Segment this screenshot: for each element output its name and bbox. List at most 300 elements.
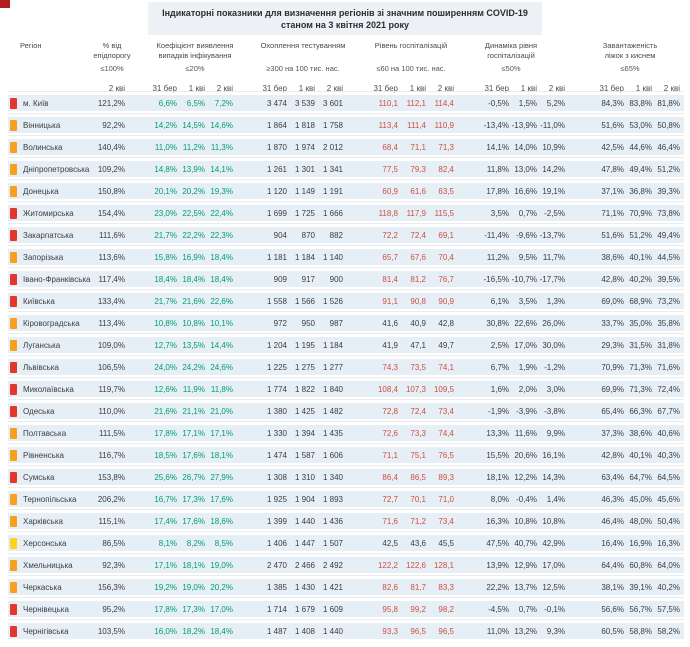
oxygen-bed-load-value: 46,4% <box>657 142 680 152</box>
region-name: Дніпропетровська <box>23 164 90 174</box>
detection-coef-value: 22,6% <box>210 296 233 306</box>
oxygen-bed-load-value: 46,3% <box>601 494 624 504</box>
hospitalization-level-value: 63,5 <box>438 186 454 196</box>
testing-coverage-value: 1 925 <box>266 494 287 504</box>
oxygen-bed-load-value: 35,8% <box>657 318 680 328</box>
testing-coverage-value: 1 818 <box>294 120 315 130</box>
detection-coef-value: 7,2% <box>214 98 233 108</box>
table-row <box>8 117 684 133</box>
hospitalization-level-value: 115,5 <box>434 208 454 218</box>
detection-coef-value: 27,9% <box>210 472 233 482</box>
hospitalization-dynamics-value: -13,7% <box>539 230 565 240</box>
hospitalization-dynamics-value: 11,8% <box>486 164 509 174</box>
detection-coef-value: 22,4% <box>210 208 233 218</box>
column-threshold: ≤20% <box>185 64 205 73</box>
red-status-square-icon <box>10 384 17 395</box>
epid-threshold-value: 150,8% <box>97 186 125 196</box>
hospitalization-dynamics-value: -3,9% <box>516 406 537 416</box>
detection-coef-value: 21,7% <box>154 296 177 306</box>
oxygen-bed-load-value: 40,1% <box>629 252 652 262</box>
testing-coverage-value: 1 725 <box>294 208 315 218</box>
table-row <box>8 513 684 529</box>
oxygen-bed-load-value: 31,8% <box>657 340 680 350</box>
testing-coverage-value: 1 261 <box>266 164 287 174</box>
detection-coef-value: 6,6% <box>158 98 177 108</box>
date-label: 2 кві <box>216 84 233 93</box>
region-name: Харківська <box>23 516 63 526</box>
epid-threshold-value: 109,2% <box>97 164 125 174</box>
epid-threshold-value: 117,4% <box>98 274 125 284</box>
detection-coef-value: 18,4% <box>154 274 177 284</box>
column-header-testing-coverage <box>243 41 363 73</box>
detection-coef-value: 26,7% <box>182 472 205 482</box>
hospitalization-dynamics-value: 40,7% <box>514 538 537 548</box>
testing-coverage-value: 1 893 <box>322 494 343 504</box>
red-status-square-icon <box>10 362 17 373</box>
oxygen-bed-load-value: 73,2% <box>657 296 680 306</box>
hospitalization-level-value: 45,5 <box>438 538 454 548</box>
detection-coef-value: 21,0% <box>210 406 233 416</box>
hospitalization-dynamics-value: 10,9% <box>542 142 565 152</box>
detection-coef-value: 17,8% <box>154 604 177 614</box>
hospitalization-dynamics-value: 16,6% <box>514 186 537 196</box>
hospitalization-level-value: 71,6 <box>382 516 398 526</box>
hospitalization-level-value: 89,3 <box>438 472 454 482</box>
table-row <box>8 579 684 595</box>
testing-coverage-value: 1 181 <box>266 252 287 262</box>
hospitalization-level-value: 77,5 <box>382 164 398 174</box>
hospitalization-level-value: 96,5 <box>410 626 426 636</box>
testing-coverage-value: 1 447 <box>294 538 315 548</box>
hospitalization-level-value: 81,2 <box>410 274 426 284</box>
hospitalization-dynamics-value: -2,5% <box>544 208 565 218</box>
testing-coverage-value: 1 341 <box>322 164 343 174</box>
hospitalization-level-value: 71,0 <box>438 494 454 504</box>
testing-coverage-value: 1 310 <box>294 472 315 482</box>
hospitalization-dynamics-value: 42,9% <box>542 538 565 548</box>
testing-coverage-value: 1 425 <box>294 406 315 416</box>
hospitalization-dynamics-value: 11,7% <box>542 252 565 262</box>
oxygen-bed-load-value: 71,3% <box>629 362 652 372</box>
date-label: 31 бер <box>373 84 398 93</box>
hospitalization-dynamics-value: 16,3% <box>486 516 509 526</box>
hospitalization-level-value: 98,2 <box>438 604 454 614</box>
hospitalization-level-value: 111,4 <box>407 120 426 130</box>
oxygen-bed-load-value: 47,8% <box>601 164 624 174</box>
orange-status-square-icon <box>10 494 17 505</box>
column-label: епідпорогу <box>93 50 131 60</box>
testing-coverage-value: 1 870 <box>266 142 287 152</box>
hospitalization-level-value: 91,1 <box>382 296 398 306</box>
hospitalization-dynamics-value: 13,3% <box>486 428 509 438</box>
column-label: Коефіцієнт виявлення <box>156 41 234 50</box>
date-label: 2 кві <box>548 84 565 93</box>
epid-threshold-value: 86,5% <box>102 538 125 548</box>
region-name: Чернігівська <box>23 626 69 636</box>
table-header <box>0 41 690 87</box>
hospitalization-level-value: 74,4 <box>438 428 454 438</box>
oxygen-bed-load-value: 72,4% <box>657 384 680 394</box>
hospitalization-level-value: 72,7 <box>382 494 398 504</box>
hospitalization-dynamics-value: 0,7% <box>518 604 537 614</box>
oxygen-bed-load-value: 64,7% <box>629 472 652 482</box>
oxygen-bed-load-value: 63,4% <box>601 472 624 482</box>
oxygen-bed-load-value: 31,5% <box>629 340 652 350</box>
oxygen-bed-load-value: 42,8% <box>601 274 624 284</box>
detection-coef-value: 12,6% <box>154 384 177 394</box>
oxygen-bed-load-value: 40,2% <box>657 582 680 592</box>
testing-coverage-value: 1 184 <box>322 340 343 350</box>
oxygen-bed-load-value: 60,8% <box>629 560 652 570</box>
hospitalization-dynamics-value: 1,4% <box>546 494 565 504</box>
hospitalization-level-value: 117,9 <box>406 208 426 218</box>
hospitalization-dynamics-value: 8,0% <box>490 494 509 504</box>
hospitalization-dynamics-value: -1,2% <box>544 362 565 372</box>
hospitalization-dynamics-value: 13,9% <box>486 560 509 570</box>
oxygen-bed-load-value: 40,6% <box>657 428 680 438</box>
oxygen-bed-load-value: 71,1% <box>601 208 624 218</box>
detection-coef-value: 17,0% <box>210 604 233 614</box>
red-status-square-icon <box>10 604 17 615</box>
detection-coef-value: 22,2% <box>182 230 205 240</box>
oxygen-bed-load-value: 42,5% <box>601 142 624 152</box>
hospitalization-dynamics-value: 20,6% <box>514 450 537 460</box>
region-name: Львівська <box>23 362 59 372</box>
detection-coef-value: 10,8% <box>182 318 205 328</box>
hospitalization-dynamics-value: 14,2% <box>542 164 565 174</box>
testing-coverage-value: 1 204 <box>266 340 287 350</box>
date-label: 1 кві <box>520 84 537 93</box>
testing-coverage-value: 1 436 <box>322 516 343 526</box>
table-row <box>8 205 684 221</box>
hospitalization-dynamics-value: -0,4% <box>516 494 537 504</box>
table-row <box>8 623 684 639</box>
hospitalization-level-value: 86,4 <box>382 472 398 482</box>
oxygen-bed-load-value: 70,9% <box>629 208 652 218</box>
hospitalization-level-value: 73,4 <box>438 516 454 526</box>
orange-status-square-icon <box>10 340 17 351</box>
oxygen-bed-load-value: 40,1% <box>629 450 652 460</box>
hospitalization-level-value: 68,4 <box>382 142 398 152</box>
testing-coverage-value: 1 840 <box>322 384 343 394</box>
red-status-square-icon <box>10 406 17 417</box>
date-label: 2 кві <box>326 84 343 93</box>
detection-coef-value: 11,3% <box>210 142 233 152</box>
oxygen-bed-load-value: 51,6% <box>601 230 624 240</box>
column-label: Охоплення тестуванням <box>260 41 346 50</box>
hospitalization-level-value: 113,4 <box>378 120 398 130</box>
epid-threshold-value: 133,4% <box>97 296 125 306</box>
epid-threshold-value: 115,1% <box>98 516 125 526</box>
detection-coef-value: 19,0% <box>182 582 205 592</box>
oxygen-bed-load-value: 58,8% <box>629 626 652 636</box>
epid-threshold-value: 106,5% <box>97 362 125 372</box>
testing-coverage-value: 1 435 <box>322 428 343 438</box>
oxygen-bed-load-value: 38,6% <box>629 428 652 438</box>
detection-coef-value: 18,4% <box>210 626 233 636</box>
red-status-square-icon <box>10 230 17 241</box>
column-threshold: ≤100% <box>100 64 124 73</box>
detection-coef-value: 17,6% <box>182 516 205 526</box>
hospitalization-dynamics-value: 13,0% <box>514 164 537 174</box>
hospitalization-dynamics-value: 14,3% <box>542 472 565 482</box>
hospitalization-level-value: 93,3 <box>382 626 398 636</box>
table-row <box>8 425 684 441</box>
detection-coef-value: 14,6% <box>210 120 233 130</box>
testing-coverage-value: 1 679 <box>294 604 315 614</box>
region-name: Черкаська <box>23 582 62 592</box>
detection-coef-value: 17,1% <box>154 560 177 570</box>
hospitalization-dynamics-value: 14,0% <box>514 142 537 152</box>
hospitalization-level-value: 42,8 <box>438 318 454 328</box>
hospitalization-level-value: 122,6 <box>405 560 426 570</box>
hospitalization-dynamics-value: 3,0% <box>546 384 565 394</box>
orange-status-square-icon <box>10 252 17 263</box>
oxygen-bed-load-value: 16,3% <box>657 538 680 548</box>
testing-coverage-value: 2 012 <box>322 142 343 152</box>
date-label: 1 кві <box>635 84 652 93</box>
hospitalization-dynamics-value: 22,6% <box>514 318 537 328</box>
red-status-square-icon <box>10 274 17 285</box>
hospitalization-dynamics-value: 9,9% <box>546 428 565 438</box>
column-label: госпіталізацій <box>487 50 535 60</box>
orange-status-square-icon <box>10 560 17 571</box>
testing-coverage-value: 1 714 <box>266 604 287 614</box>
hospitalization-level-value: 99,2 <box>410 604 426 614</box>
table-row <box>8 271 684 287</box>
hospitalization-level-value: 79,3 <box>410 164 426 174</box>
detection-coef-value: 10,1% <box>210 318 233 328</box>
region-name: Закарпатська <box>23 230 74 240</box>
oxygen-bed-load-value: 48,0% <box>629 516 652 526</box>
hospitalization-dynamics-value: 9,5% <box>518 252 537 262</box>
testing-coverage-value: 1 666 <box>322 208 343 218</box>
oxygen-bed-load-value: 39,5% <box>657 274 680 284</box>
detection-coef-value: 18,1% <box>210 450 233 460</box>
detection-coef-value: 22,5% <box>182 208 205 218</box>
hospitalization-level-value: 118,8 <box>378 208 398 218</box>
region-name: Донецька <box>23 186 59 196</box>
oxygen-bed-load-value: 45,6% <box>657 494 680 504</box>
testing-coverage-value: 1 487 <box>266 626 287 636</box>
column-label: Завантаженість <box>602 41 658 50</box>
column-threshold: ≤50% <box>501 64 521 73</box>
hospitalization-level-value: 74,3 <box>382 362 398 372</box>
oxygen-bed-load-value: 56,6% <box>601 604 624 614</box>
column-label: Рівень госпіталізацій <box>374 41 448 50</box>
hospitalization-level-value: 43,6 <box>410 538 426 548</box>
testing-coverage-value: 1 440 <box>322 626 343 636</box>
oxygen-bed-load-value: 16,9% <box>629 538 652 548</box>
testing-coverage-value: 1 774 <box>266 384 287 394</box>
hospitalization-dynamics-value: -11,4% <box>484 230 509 240</box>
red-status-square-icon <box>10 472 17 483</box>
hospitalization-level-value: 82,4 <box>438 164 454 174</box>
column-threshold: ≥300 на 100 тис. нас. <box>266 64 340 73</box>
epid-threshold-value: 110,0% <box>98 406 125 416</box>
detection-coef-value: 16,9% <box>182 252 205 262</box>
hospitalization-level-value: 74,1 <box>438 362 454 372</box>
region-name: Чернівецька <box>23 604 69 614</box>
table-row <box>8 491 684 507</box>
detection-coef-value: 17,1% <box>182 428 205 438</box>
detection-coef-value: 21,6% <box>182 296 205 306</box>
date-label: 2 кві <box>437 84 454 93</box>
epid-threshold-value: 154,4% <box>97 208 125 218</box>
hospitalization-level-value: 41,9 <box>382 340 398 350</box>
epid-threshold-value: 140,4% <box>97 142 125 152</box>
epid-threshold-value: 206,2% <box>97 494 125 504</box>
oxygen-bed-load-value: 69,0% <box>601 296 624 306</box>
column-header-oxygen-bed-load <box>570 41 690 73</box>
testing-coverage-value: 1 275 <box>294 362 315 372</box>
hospitalization-level-value: 76,5 <box>438 450 454 460</box>
testing-coverage-value: 1 699 <box>266 208 287 218</box>
hospitalization-dynamics-value: 19,1% <box>542 186 565 196</box>
testing-coverage-value: 1 474 <box>266 450 287 460</box>
hospitalization-level-value: 81,7 <box>410 582 426 592</box>
hospitalization-dynamics-value: -4,5% <box>488 604 509 614</box>
testing-coverage-value: 1 394 <box>294 428 315 438</box>
testing-coverage-value: 987 <box>329 318 343 328</box>
oxygen-bed-load-value: 57,5% <box>657 604 680 614</box>
orange-status-square-icon <box>10 582 17 593</box>
testing-coverage-value: 1 195 <box>294 340 315 350</box>
orange-status-square-icon <box>10 186 17 197</box>
hospitalization-level-value: 72,4 <box>410 406 426 416</box>
hospitalization-dynamics-value: 11,6% <box>514 428 537 438</box>
testing-coverage-value: 1 191 <box>322 186 343 196</box>
red-status-square-icon <box>10 626 17 637</box>
testing-coverage-value: 1 864 <box>266 120 287 130</box>
detection-coef-value: 18,4% <box>182 274 205 284</box>
epid-threshold-value: 95,2% <box>102 604 125 614</box>
orange-status-square-icon <box>10 142 17 153</box>
detection-coef-value: 14,1% <box>210 164 233 174</box>
hospitalization-dynamics-value: 10,8% <box>514 516 537 526</box>
oxygen-bed-load-value: 36,8% <box>629 186 652 196</box>
oxygen-bed-load-value: 33,7% <box>601 318 624 328</box>
oxygen-bed-load-value: 70,9% <box>601 362 624 372</box>
testing-coverage-value: 1 149 <box>294 186 315 196</box>
epid-threshold-value: 109,0% <box>97 340 125 350</box>
detection-coef-value: 17,3% <box>182 604 205 614</box>
hospitalization-dynamics-value: 1,6% <box>490 384 509 394</box>
hospitalization-level-value: 95,8 <box>382 604 398 614</box>
testing-coverage-value: 1 566 <box>294 296 315 306</box>
hospitalization-level-value: 110,1 <box>378 98 398 108</box>
testing-coverage-value: 972 <box>273 318 287 328</box>
hospitalization-level-value: 40,9 <box>410 318 426 328</box>
region-name: м. Київ <box>23 98 49 108</box>
oxygen-bed-load-value: 39,1% <box>629 582 652 592</box>
testing-coverage-value: 1 587 <box>294 450 315 460</box>
hospitalization-dynamics-value: -11,0% <box>540 120 565 130</box>
hospitalization-dynamics-value: 0,7% <box>518 208 537 218</box>
detection-coef-value: 18,6% <box>210 516 233 526</box>
detection-coef-value: 17,4% <box>154 516 177 526</box>
title-line-2: станом на 3 квітня 2021 року <box>281 20 409 30</box>
detection-coef-value: 19,2% <box>154 582 177 592</box>
oxygen-bed-load-value: 53,0% <box>629 120 652 130</box>
table-body <box>8 95 684 645</box>
hospitalization-level-value: 75,1 <box>410 450 426 460</box>
testing-coverage-value: 950 <box>301 318 315 328</box>
column-header-hospitalization-dynamics <box>451 41 571 73</box>
testing-coverage-value: 2 466 <box>294 560 315 570</box>
hospitalization-dynamics-value: 17,0% <box>514 340 537 350</box>
hospitalization-dynamics-value: 15,5% <box>486 450 509 460</box>
oxygen-bed-load-value: 40,2% <box>629 274 652 284</box>
table-row <box>8 249 684 265</box>
title-line-1: Індикаторні показники для визначення регіонів зі значним поширенням COVID-19 <box>162 8 528 18</box>
oxygen-bed-load-value: 60,5% <box>601 626 624 636</box>
red-status-square-icon <box>10 208 17 219</box>
testing-coverage-value: 1 406 <box>266 538 287 548</box>
hospitalization-dynamics-value: 10,8% <box>542 516 565 526</box>
testing-coverage-value: 1 526 <box>322 296 343 306</box>
red-status-square-icon <box>10 98 17 109</box>
hospitalization-dynamics-value: 12,9% <box>514 560 537 570</box>
hospitalization-dynamics-value: -9,6% <box>516 230 537 240</box>
oxygen-bed-load-value: 50,8% <box>657 120 680 130</box>
date-label: 31 бер <box>599 84 624 93</box>
testing-coverage-value: 1 606 <box>322 450 343 460</box>
detection-coef-value: 12,7% <box>154 340 177 350</box>
table-row <box>8 535 684 551</box>
testing-coverage-value: 909 <box>273 274 287 284</box>
table-row <box>8 447 684 463</box>
date-label: 2 кві <box>663 84 680 93</box>
hospitalization-dynamics-value: 12,5% <box>542 582 565 592</box>
region-name: Полтавська <box>23 428 67 438</box>
table-row <box>8 381 684 397</box>
hospitalization-dynamics-value: -17,7% <box>539 274 565 284</box>
red-status-square-icon <box>10 296 17 307</box>
hospitalization-level-value: 71,2 <box>410 516 426 526</box>
hospitalization-dynamics-value: 1,3% <box>546 296 565 306</box>
detection-coef-value: 11,0% <box>154 142 177 152</box>
region-name: Запорізька <box>23 252 64 262</box>
epid-threshold-value: 92,2% <box>102 120 125 130</box>
hospitalization-level-value: 81,4 <box>382 274 398 284</box>
oxygen-bed-load-value: 35,0% <box>629 318 652 328</box>
oxygen-bed-load-value: 51,6% <box>601 120 624 130</box>
testing-coverage-value: 1 225 <box>266 362 287 372</box>
oxygen-bed-load-value: 44,5% <box>657 252 680 262</box>
table-row <box>8 403 684 419</box>
hospitalization-level-value: 76,7 <box>438 274 454 284</box>
detection-coef-value: 14,4% <box>210 340 233 350</box>
epid-threshold-value: 153,8% <box>97 472 125 482</box>
testing-coverage-value: 1 308 <box>266 472 287 482</box>
hospitalization-dynamics-value: 11,2% <box>486 252 509 262</box>
table-row <box>8 557 684 573</box>
oxygen-bed-load-value: 81,8% <box>657 98 680 108</box>
detection-coef-value: 14,8% <box>154 164 177 174</box>
detection-coef-value: 24,2% <box>182 362 205 372</box>
hospitalization-level-value: 71,1 <box>382 450 398 460</box>
orange-status-square-icon <box>10 516 17 527</box>
testing-coverage-value: 1 301 <box>294 164 315 174</box>
detection-coef-value: 13,5% <box>182 340 205 350</box>
testing-coverage-value: 882 <box>329 230 343 240</box>
hospitalization-dynamics-value: 12,2% <box>514 472 537 482</box>
testing-coverage-value: 1 430 <box>294 582 315 592</box>
detection-coef-value: 22,3% <box>210 230 233 240</box>
hospitalization-dynamics-value: 22,2% <box>486 582 509 592</box>
yellow-status-square-icon <box>10 538 17 549</box>
